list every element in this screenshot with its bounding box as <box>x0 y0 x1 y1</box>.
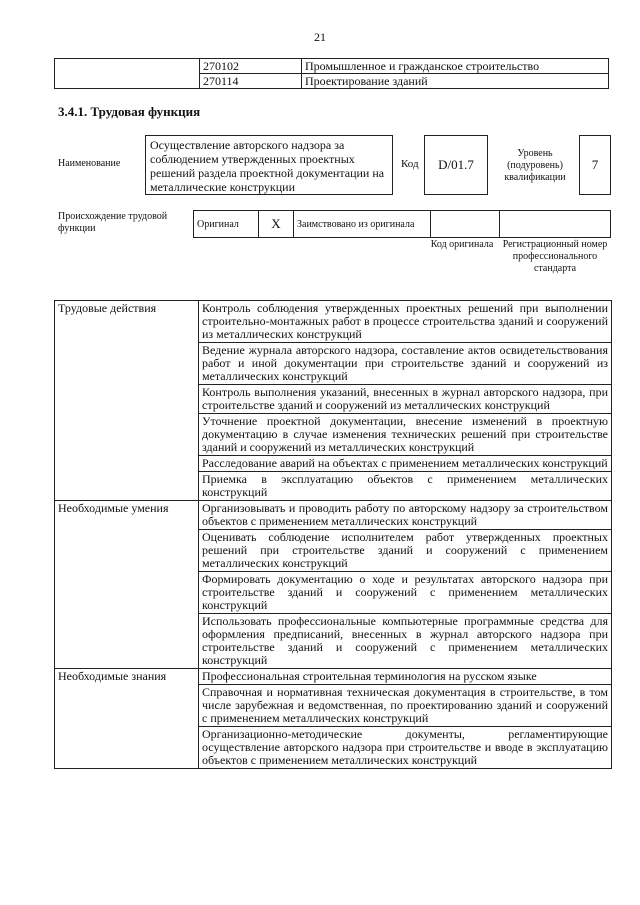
table-cell: Справочная и нормативная техническая документация в строительстве, в том числе зарубежная и ведомственная, по проектированию зданий и сооружений с применением металлических конструкций <box>199 685 612 727</box>
table-cell: Профессиональная строительная терминология на русском языке <box>199 669 612 685</box>
original-mark: X <box>259 211 294 238</box>
table-row <box>55 301 612 343</box>
category-skills: Необходимые умения <box>55 501 199 669</box>
code-label: Код <box>401 158 419 170</box>
table-cell: Организовывать и проводить работу по авторскому надзору за строительством объектов с применением металлических конструкций <box>199 501 612 530</box>
table-row <box>55 59 609 74</box>
page-number: 21 <box>314 30 326 44</box>
name-cell: Промышленное и гражданское строительство <box>302 59 609 74</box>
table-row <box>55 669 612 685</box>
table-row <box>55 501 612 530</box>
table-row <box>194 211 611 238</box>
table-cell: Оценивать соблюдение исполнителем работ утвержденных проектных решений при строительстве зданий и сооружений с применением металлических конструкций <box>199 530 612 572</box>
section-title: 3.4.1. Трудовая функция <box>58 104 201 119</box>
level-label: Уровень (подуровень) квалификации <box>504 148 566 183</box>
category-actions: Трудовые действия <box>55 301 199 501</box>
table-cell: Расследование аварий на объектах с применением металлических конструкций <box>199 456 612 472</box>
category-knowledge: Необходимые знания <box>55 669 199 769</box>
table-cell: Организационно-методические документы, регламентирующие осуществление авторского надзора при строительстве и вводе в эксплуатацию объектов с применением металлических конструкций <box>199 727 612 769</box>
table-cell: Использовать профессиональные компьютерные программные средства для оформления предписаний, внесенных в журнал авторского надзора при строительстве зданий и сооружений с применением металлических конструкций <box>199 614 612 669</box>
function-level-value <box>579 135 611 195</box>
function-code-value <box>424 135 488 195</box>
code-original-cell <box>431 211 500 238</box>
name-label: Наименование <box>58 158 121 169</box>
codes-table <box>54 58 609 89</box>
table-cell: Ведение журнала авторского надзора, составление актов освидетельствования работ и иной документации при строительстве зданий и сооружений из металлических конструкций <box>199 343 612 385</box>
borrowed-label: Заимствовано из оригинала <box>294 211 431 238</box>
name-cell: Проектирование зданий <box>302 74 609 89</box>
code-caption: Код оригинала <box>430 239 494 250</box>
table-cell: Контроль соблюдения утвержденных проектных решений при выполнении строительно-монтажных работ в процессе строительства зданий и сооружений из металлических конструкций <box>199 301 612 343</box>
table-cell: Уточнение проектной документации, внесение изменений в проектную документацию в случае изменения технических решений при строительстве зданий и сооружений из металлических конструкций <box>199 414 612 456</box>
table-cell: Формировать документацию о ходе и результатах авторского надзора при строительстве зданий и сооружений с применением металлических конструкций <box>199 572 612 614</box>
function-level-text: 7 <box>591 157 599 172</box>
function-name-value: Осуществление авторского надзора за соблюдением утвержденных проектных решений раздела проектной документации на металлические конструкции <box>145 135 393 195</box>
reg-number-cell <box>500 211 611 238</box>
labor-function-table <box>54 300 612 769</box>
function-code-text: D/01.7 <box>438 157 474 172</box>
table-cell: Приемка в эксплуатацию объектов с применением металлических конструкций <box>199 472 612 501</box>
origin-label: Происхождение трудовой функции <box>58 211 168 234</box>
origin-table <box>193 210 611 238</box>
code-cell: 270114 <box>200 74 302 89</box>
table-cell: Контроль выполнения указаний, внесенных в журнал авторского надзора, при строительстве зданий и сооружений из металлических конструкций <box>199 385 612 414</box>
reg-caption: Регистрационный номер профессионального стандарта <box>502 239 608 274</box>
code-cell: 270102 <box>200 59 302 74</box>
original-label: Оригинал <box>194 211 259 238</box>
table-cell <box>55 59 200 89</box>
